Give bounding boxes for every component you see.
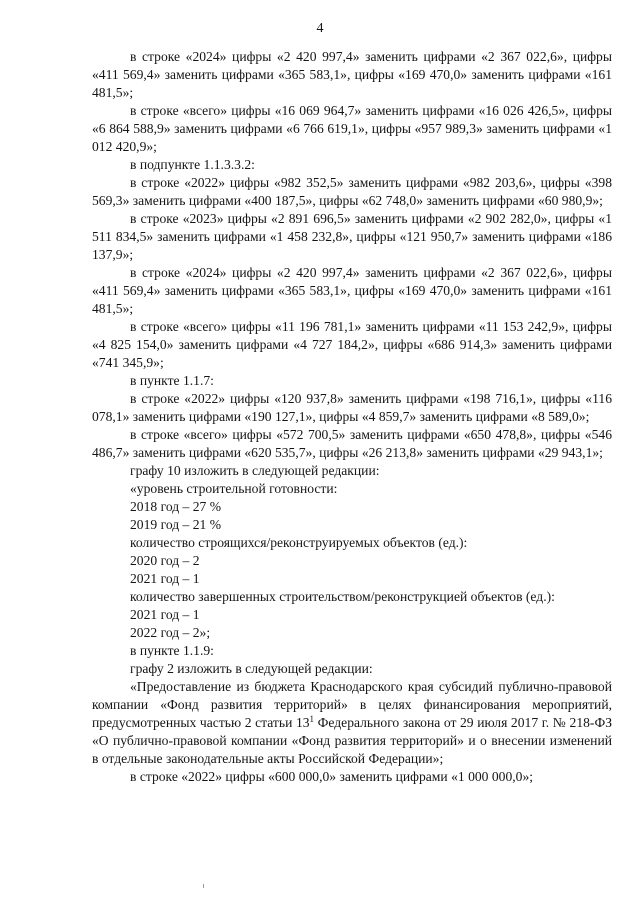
paragraph: в строке «2023» цифры «2 891 696,5» заменить цифрами «2 902 282,0», цифры «1 511 834,5» заменить цифрами «1 458 232,8», цифры «121 950,7» заменить цифрами «186 137,9»; (92, 211, 612, 262)
paragraph: графу 10 изложить в следующей редакции: (130, 463, 380, 478)
paragraph: 2022 год – 2»; (130, 625, 211, 640)
paragraph: в строке «всего» цифры «16 069 964,7» заменить цифрами «16 026 426,5», цифры «6 864 588,9» заменить цифрами «6 766 619,1», цифры «957 989,3» заменить цифрами «1 012 420,9»; (92, 103, 612, 154)
document-body (92, 48, 612, 786)
superscript-number: 1 (309, 714, 315, 724)
paragraph: «уровень строительной готовности: (130, 481, 338, 496)
paragraph: 2018 год – 27 % (130, 499, 222, 514)
paragraph: в строке «2024» цифры «2 420 997,4» заменить цифрами «2 367 022,6», цифры «411 569,4» заменить цифрами «365 583,1», цифры «169 470,0» заменить цифрами «161 481,5»; (92, 49, 612, 100)
paragraph: 2021 год – 1 (130, 607, 200, 622)
paragraph: количество строящихся/реконструируемых объектов (ед.): (130, 535, 468, 550)
paragraph: в строке «2024» цифры «2 420 997,4» заменить цифрами «2 367 022,6», цифры «411 569,4» заменить цифрами «365 583,1», цифры «169 470,0» заменить цифрами «161 481,5»; (92, 265, 612, 316)
paragraph: в строке «всего» цифры «11 196 781,1» заменить цифрами «11 153 242,9», цифры «4 825 154,0» заменить цифрами «4 727 184,2», цифры «686 914,3» заменить цифрами «741 345,9»; (92, 319, 612, 370)
paragraph: 2019 год – 21 % (130, 517, 222, 532)
paragraph: 2020 год – 2 (130, 553, 200, 568)
paragraph: в пункте 1.1.9: (130, 643, 214, 658)
quoted-text-start: «Предоставление из бюджета Краснодарского края субсидий публично-правовой компании «Фонд развития территорий» в целях финансирования мероприятий, предусмотренных частью 2 статьи 13 (92, 679, 612, 730)
paragraph: 2021 год – 1 (130, 571, 200, 586)
paragraph: в строке «2022» цифры «982 352,5» заменить цифрами «982 203,6», цифры «398 569,3» заменить цифрами «400 187,5», цифры «62 748,0» заменить цифрами «60 980,9»; (92, 175, 612, 208)
paragraph: количество завершенных строительством/реконструкцией объектов (ед.): (130, 589, 555, 604)
paragraph: в строке «всего» цифры «572 700,5» заменить цифрами «650 478,8», цифры «546 486,7» заменить цифрами «620 535,7», цифры «26 213,8» заменить цифрами «29 943,1»; (92, 427, 612, 460)
paragraph: в пункте 1.1.7: (130, 373, 214, 388)
quoted-paragraph (92, 678, 612, 768)
quoted-text-end: Федерального закона от 29 июля 2017 г. № 218-ФЗ «О публично-правовой компании «Фонд развития территорий» и о внесении изменений в отдельные законодательные акты Российской Федерации»; (92, 715, 613, 766)
paragraph: в подпункте 1.1.3.3.2: (130, 157, 255, 172)
page-number: 4 (316, 21, 324, 36)
final-paragraph: в строке «2022» цифры «600 000,0» заменить цифрами «1 000 000,0»; (130, 769, 534, 784)
paragraph: графу 2 изложить в следующей редакции: (130, 661, 373, 676)
scan-speck (203, 884, 204, 888)
paragraph: в строке «2022» цифры «120 937,8» заменить цифрами «198 716,1», цифры «116 078,1» заменить цифрами «190 127,1», цифры «4 859,7» заменить цифрами «8 589,0»; (92, 391, 612, 424)
